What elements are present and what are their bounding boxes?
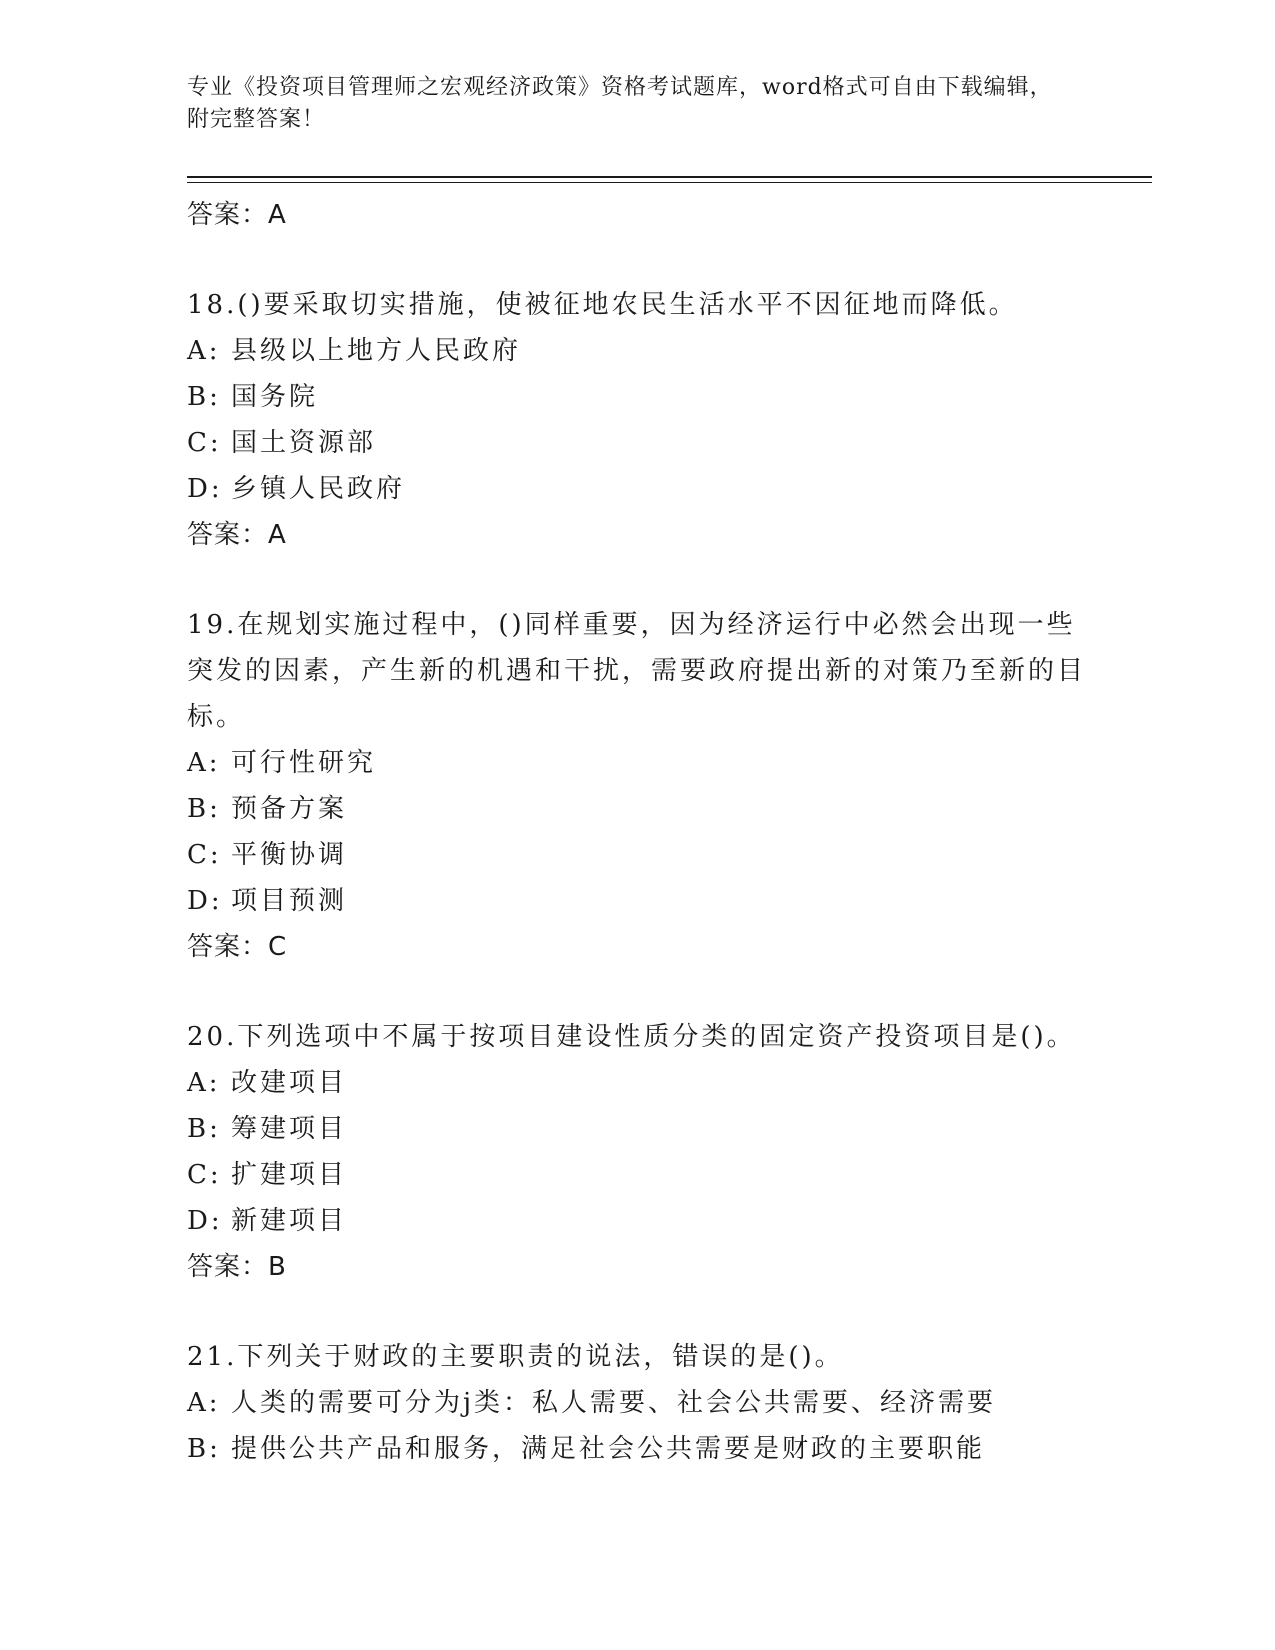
option-text: 扩建项目 [231, 1160, 348, 1190]
option-item [187, 420, 1087, 466]
question-text: 21.下列关于财政的主要职责的说法，错误的是()。 [187, 1342, 844, 1372]
option-label: A: [187, 1068, 221, 1098]
option-item [187, 1198, 1087, 1244]
option-text: 提供公共产品和服务，满足社会公共需要是财政的主要职能 [231, 1434, 986, 1464]
question-item [187, 602, 1087, 970]
document-header: 专业《投资项目管理师之宏观经济政策》资格考试题库，word格式可自由下载编辑，附完整答案！ [187, 75, 1053, 132]
option-text: 筹建项目 [231, 1114, 348, 1144]
header-divider-thin [187, 182, 1152, 183]
option-item [187, 374, 1087, 420]
question-item [187, 1014, 1087, 1290]
question-text: 18.()要采取切实措施，使被征地农民生活水平不因征地而降低。 [187, 290, 1018, 320]
option-item [187, 1152, 1087, 1198]
option-label: A: [187, 1388, 221, 1418]
option-text: 新建项目 [231, 1206, 348, 1236]
option-label: D: [187, 1206, 223, 1236]
option-label: C: [187, 840, 222, 870]
option-label: B: [187, 794, 221, 824]
option-item [187, 832, 1087, 878]
question-item [187, 282, 1087, 558]
option-text: 改建项目 [231, 1068, 348, 1098]
option-item [187, 740, 1087, 786]
question-list [187, 192, 1087, 1472]
question-text: 19.在规划实施过程中，()同样重要，因为经济运行中必然会出现一些突发的因素，产生新的机遇和干扰，需要政府提出新的对策乃至新的目标。 [187, 610, 1087, 732]
answer-line: 答案：A [187, 520, 287, 550]
question-item [187, 1334, 1087, 1472]
option-item [187, 328, 1087, 374]
option-text: 人类的需要可分为j类：私人需要、社会公共需要、经济需要 [231, 1388, 997, 1418]
option-label: B: [187, 1114, 221, 1144]
option-item [187, 1060, 1087, 1106]
option-text: 平衡协调 [231, 840, 348, 870]
option-item [187, 1426, 1087, 1472]
header-divider-thick [187, 176, 1152, 178]
answer-line: 答案：A [187, 200, 287, 230]
option-item [187, 466, 1087, 512]
option-label: D: [187, 886, 223, 916]
option-label: D: [187, 474, 223, 504]
option-label: A: [187, 336, 221, 366]
option-label: C: [187, 428, 222, 458]
option-label: C: [187, 1160, 222, 1190]
option-text: 国土资源部 [231, 428, 377, 458]
option-item [187, 878, 1087, 924]
option-item [187, 786, 1087, 832]
option-text: 项目预测 [231, 886, 348, 916]
option-text: 县级以上地方人民政府 [231, 336, 522, 366]
option-text: 可行性研究 [231, 748, 377, 778]
option-item [187, 1380, 1087, 1426]
option-label: B: [187, 1434, 221, 1464]
question-text: 20.下列选项中不属于按项目建设性质分类的固定资产投资项目是()。 [187, 1022, 1076, 1052]
option-text: 乡镇人民政府 [231, 474, 406, 504]
option-text: 国务院 [231, 382, 319, 412]
option-label: A: [187, 748, 221, 778]
answer-line: 答案：C [187, 932, 288, 962]
option-text: 预备方案 [231, 794, 348, 824]
option-label: B: [187, 382, 221, 412]
option-item [187, 1106, 1087, 1152]
answer-line: 答案：B [187, 1252, 287, 1282]
